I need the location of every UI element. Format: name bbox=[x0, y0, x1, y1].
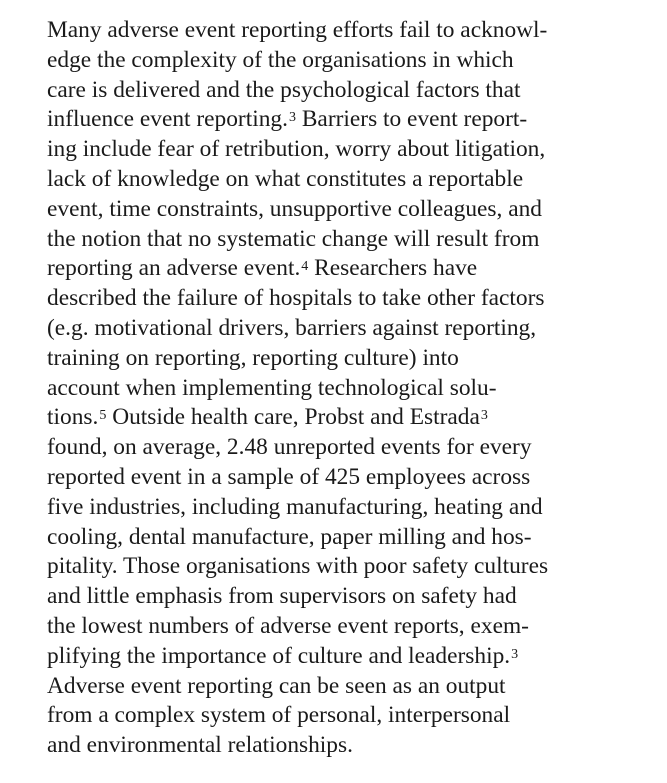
text-line bbox=[47, 46, 647, 76]
text-segment: and environmental relationships. bbox=[47, 732, 353, 759]
text-segment: the notion that no systematic change will result from bbox=[47, 225, 540, 252]
text-segment: Barriers to event report- bbox=[295, 106, 528, 133]
text-line bbox=[47, 523, 647, 553]
text-line bbox=[47, 582, 647, 612]
text-line bbox=[47, 105, 647, 135]
text-line bbox=[47, 403, 647, 433]
text-line bbox=[47, 433, 647, 463]
text-line bbox=[47, 284, 647, 314]
text-segment: edge the complexity of the organisations in which bbox=[47, 46, 514, 73]
text-segment: (e.g. motivational drivers, barriers against reporting, bbox=[47, 314, 537, 341]
text-segment: Outside health care, Probst and Estrada bbox=[106, 404, 480, 431]
text-segment: described the failure of hospitals to take other factors bbox=[47, 285, 545, 312]
text-segment: Many adverse event reporting efforts fail to acknowl- bbox=[47, 17, 548, 43]
text-line bbox=[47, 552, 647, 582]
text-segment: plifying the importance of culture and leadership. bbox=[47, 642, 511, 669]
text-segment: five industries, including manufacturing, heating and bbox=[47, 493, 543, 520]
text-segment: found, on average, 2.48 unreported events for every bbox=[47, 434, 532, 461]
text-line bbox=[47, 344, 647, 374]
text-line bbox=[47, 493, 647, 523]
text-line bbox=[47, 374, 647, 404]
text-segment: and little emphasis from supervisors on safety had bbox=[47, 583, 517, 610]
text-line bbox=[47, 135, 647, 165]
text-line bbox=[47, 672, 647, 702]
citation-superscript: 3 bbox=[480, 407, 488, 424]
text-segment: lack of knowledge on what constitutes a reportable bbox=[47, 165, 524, 192]
text-line bbox=[47, 314, 647, 344]
text-line bbox=[47, 612, 647, 642]
text-segment: reporting an adverse event. bbox=[47, 255, 301, 282]
text-segment: ing include fear of retribution, worry about litigation, bbox=[47, 136, 546, 163]
text-segment: training on reporting, reporting culture) into bbox=[47, 344, 459, 371]
citation-superscript: 5 bbox=[99, 407, 107, 424]
text-segment: cooling, dental manufacture, paper milling and hos- bbox=[47, 523, 532, 550]
text-segment: the lowest numbers of adverse event reports, exem- bbox=[47, 612, 529, 639]
text-line bbox=[47, 731, 647, 761]
citation-superscript: 3 bbox=[511, 645, 519, 662]
text-segment: from a complex system of personal, interpersonal bbox=[47, 702, 511, 729]
text-line bbox=[47, 642, 647, 672]
text-line bbox=[47, 195, 647, 225]
text-segment: care is delivered and the psychological factors that bbox=[47, 76, 521, 103]
text-segment: influence event reporting. bbox=[47, 106, 288, 133]
text-segment: Adverse event reporting can be seen as an output bbox=[47, 672, 506, 699]
text-segment: reported event in a sample of 425 employees across bbox=[47, 463, 531, 490]
text-line bbox=[47, 225, 647, 255]
text-line bbox=[47, 254, 647, 284]
text-line bbox=[47, 463, 647, 493]
text-segment: Researchers have bbox=[308, 255, 478, 282]
body-paragraph bbox=[47, 16, 647, 761]
text-segment: pitality. Those organisations with poor safety cultures bbox=[47, 553, 549, 580]
citation-superscript: 4 bbox=[301, 258, 309, 275]
text-line bbox=[47, 165, 647, 195]
text-segment: event, time constraints, unsupportive colleagues, and bbox=[47, 195, 542, 222]
text-segment: account when implementing technological solu- bbox=[47, 374, 497, 401]
text-line bbox=[47, 16, 647, 46]
text-line bbox=[47, 76, 647, 106]
text-line bbox=[47, 701, 647, 731]
citation-superscript: 3 bbox=[288, 109, 296, 126]
text-segment: tions. bbox=[47, 404, 99, 431]
